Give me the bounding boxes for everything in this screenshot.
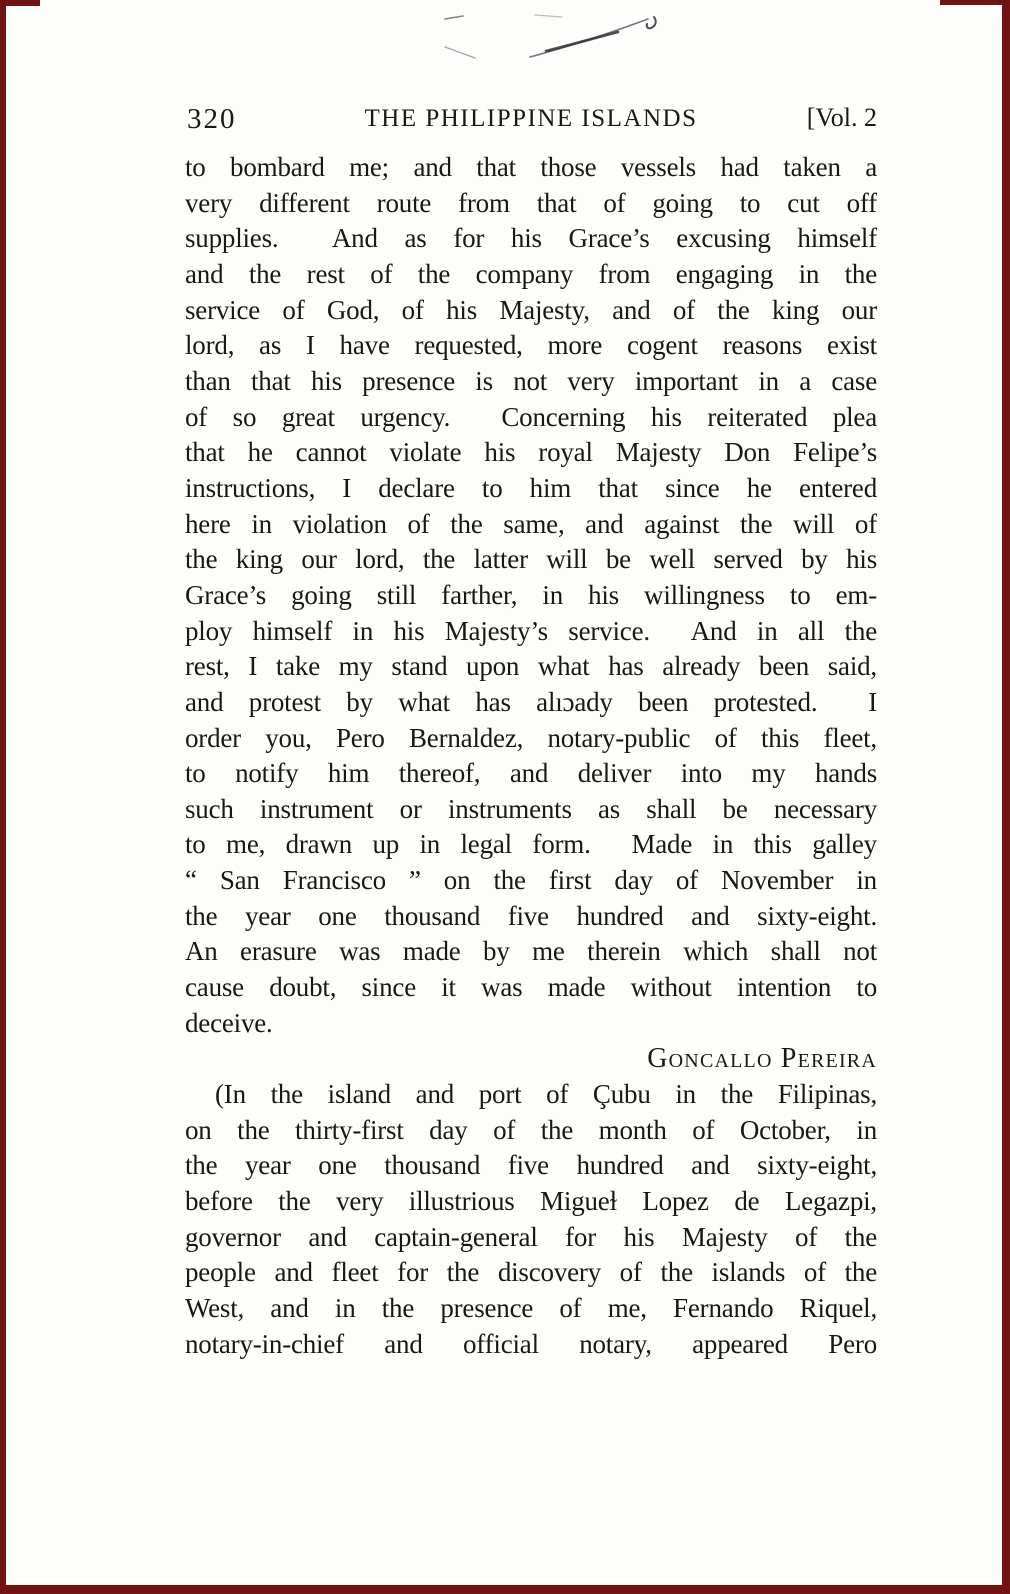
text-line: on the thirty-first day of the month of October, in [185, 1114, 877, 1145]
text-line: deceive. [185, 1007, 273, 1038]
text-line: to me, drawn up in legal form. Made in this galley [185, 829, 877, 860]
text-line: and protest by what has alıɔady been protested. I [185, 686, 877, 717]
text-line: and the rest of the company from engaging in the [185, 258, 877, 289]
text-line: that he cannot violate his royal Majesty Don Felipe’s [185, 437, 877, 468]
text-line: An erasure was made by me therein which shall not [185, 936, 877, 967]
text-line: supplies. And as for his Grace’s excusing himself [185, 223, 877, 254]
text-line: (In the island and port of Çubu in the Filipinas, [215, 1079, 877, 1110]
text-line: to bombard me; and that those vessels had taken a [185, 152, 877, 182]
text-line: the king our lord, the latter will be well served by his [185, 544, 877, 575]
text-line: rest, I take my stand upon what has already been said, [185, 651, 877, 682]
text-line: before the very illustrious Migueɫ Lopez de Legazpi, [185, 1186, 877, 1217]
scan-edge-top-left [0, 0, 40, 6]
scan-edge-top-right [940, 0, 1010, 5]
text-line: governor and captain-general for his Majesty of the [185, 1221, 877, 1252]
text-line: very different route from that of going to cut off [185, 187, 877, 218]
signature-goncallo-pereira: Goncallo Pereira [647, 1043, 877, 1075]
scan-edge-right [1002, 0, 1010, 1594]
text-line: West, and in the presence of me, Fernando Riquel, [185, 1293, 877, 1323]
text-line: order you, Pero Bernaldez, notary-public of this fleet, [185, 722, 877, 753]
text-line: Grace’s going still farther, in his willingness to em- [185, 579, 877, 610]
paragraph-2 [185, 1077, 877, 1362]
pencil-scribble-mark [430, 8, 670, 68]
running-head [185, 99, 877, 137]
page-title: THE PHILIPPINE ISLANDS [364, 105, 698, 132]
text-line: people and fleet for the discovery of the islands of the [185, 1257, 877, 1288]
text-line: lord, as I have requested, more cogent reasons exist [185, 330, 877, 361]
body-text [185, 150, 877, 1362]
scan-edge-bottom [0, 1585, 1010, 1594]
text-line: such instrument or instruments as shall be necessary [185, 793, 877, 824]
text-line: service of God, of his Majesty, and of the king our [185, 294, 877, 325]
text-line: “ San Francisco ” on the first day of November in [185, 865, 877, 896]
text-line: cause doubt, since it was made without intention to [185, 972, 877, 1003]
text-line: instructions, I declare to him that since he entered [185, 472, 877, 503]
text-line: of so great urgency. Concerning his reiterated plea [185, 401, 877, 432]
text-line: the year one thousand five hundred and sixty-eight. [185, 900, 877, 931]
text-line: the year one thousand five hundred and sixty-eight, [185, 1150, 877, 1181]
text-line: here in violation of the same, and against the will of [185, 508, 877, 539]
volume-label: [Vol. 2 [806, 103, 877, 132]
text-line: than that his presence is not very important in a case [185, 365, 877, 396]
text-line: to notify him thereof, and deliver into my hands [185, 758, 877, 789]
paragraph-1 [185, 150, 877, 1041]
text-line: ploy himself in his Majesty’s service. And in all the [185, 615, 877, 646]
page-number: 320 [187, 103, 237, 135]
text-line: notary-in-chief and official notary, appeared Pero [185, 1328, 877, 1359]
scan-edge-left [0, 0, 6, 1594]
